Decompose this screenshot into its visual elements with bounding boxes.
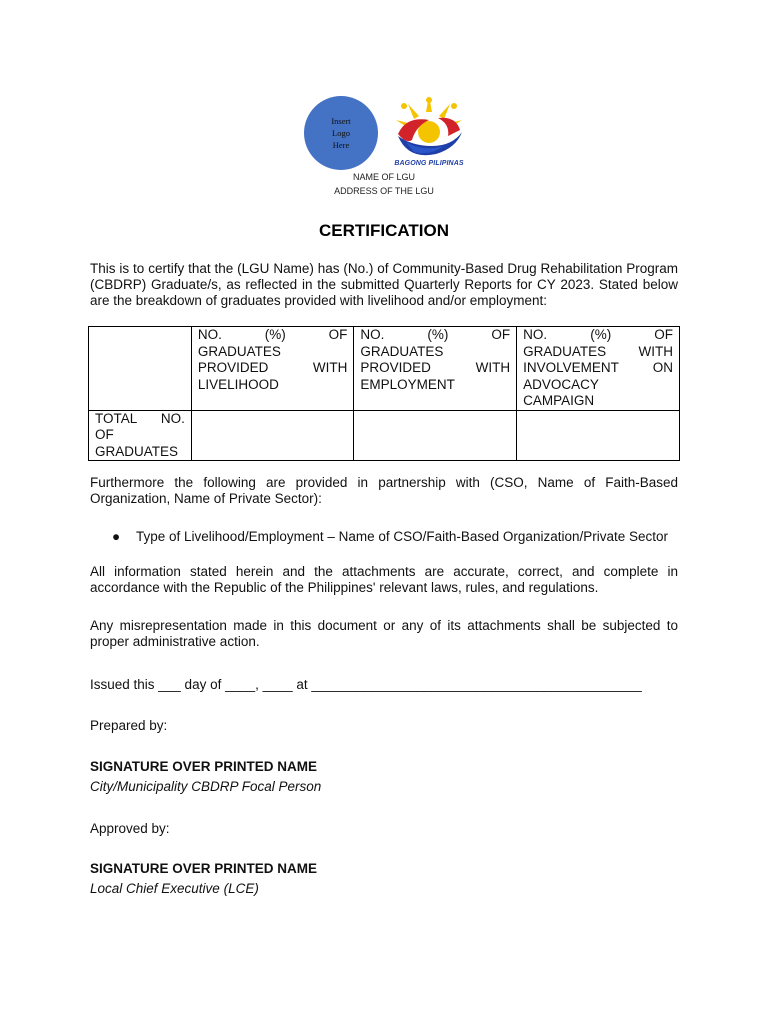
lgu-name: NAME OF LGU: [352, 172, 415, 182]
table-header-cell: [354, 327, 517, 411]
lgu-address: ADDRESS OF THE LGU: [334, 186, 434, 196]
document-title: CERTIFICATION: [318, 221, 449, 240]
prepared-by-label: Prepared by:: [90, 718, 168, 733]
approved-role: Local Chief Executive (LCE): [90, 881, 259, 896]
header-logos: [304, 94, 474, 170]
bullet-item-text: Type of Livelihood/Employment – Name of CSO/Faith-Based Organization/Private Sector: [136, 529, 669, 544]
approved-by-label: Approved by:: [90, 821, 170, 836]
list-item: [112, 529, 680, 545]
value-cell-advocacy: [517, 410, 680, 461]
bagong-pilipinas-seal-icon: [386, 94, 472, 160]
header-advocacy: NO. (%) OF GRADUATES WITH INVOLVEMENT ON ADVOCACY CAMPAIGN: [523, 327, 673, 408]
partnership-paragraph: Furthermore the following are provided in partnership with (CSO, Name of Faith-Based Organization, Name of Private Sector):: [90, 475, 678, 506]
misrepresentation-paragraph: Any misrepresentation made in this document or any of its attachments shall be subjected to proper administrative action.: [90, 618, 678, 649]
bagong-pilipinas-seal: [386, 94, 472, 170]
seal-caption: BAGONG PILIPINAS: [394, 160, 464, 167]
table-row: [89, 410, 680, 461]
logo-placeholder-text: Insert Logo Here: [331, 116, 351, 150]
value-cell-livelihood: [191, 410, 354, 461]
header-employment: NO. (%) OF GRADUATES PROVIDED WITH EMPLOYMENT: [360, 327, 511, 392]
table-header-row: [89, 327, 680, 411]
header-livelihood: NO. (%) OF GRADUATES PROVIDED WITH LIVELIHOOD: [197, 327, 348, 392]
accuracy-paragraph: All information stated herein and the attachments are accurate, correct, and complete in accordance with the Republic of the Philippines' relevant laws, rules, and regulations.: [90, 564, 678, 595]
issued-line: Issued this ___ day of ____, ____ at ____________________________________________: [90, 677, 642, 692]
graduates-breakdown-table: [88, 326, 680, 461]
intro-paragraph: This is to certify that the (LGU Name) has (No.) of Community-Based Drug Rehabilitation Program (CBDRP) Graduate/s, as reflected in the submitted Quarterly Reports for CY 2023. Stated below are the breakdown of graduates provided with livelihood and/or employment:: [90, 261, 678, 308]
bullet-icon: ●: [112, 529, 121, 544]
table-header-cell: [89, 327, 192, 411]
table-header-cell: [191, 327, 354, 411]
table-header-cell: [517, 327, 680, 411]
row-label-total-graduates: TOTAL NO. OF GRADUATES: [95, 410, 185, 459]
approved-signature: SIGNATURE OVER PRINTED NAME: [90, 861, 318, 876]
lgu-logo-placeholder: [304, 96, 378, 170]
prepared-signature: SIGNATURE OVER PRINTED NAME: [90, 759, 318, 774]
prepared-role: City/Municipality CBDRP Focal Person: [90, 779, 322, 794]
row-label-cell: [89, 410, 192, 461]
value-cell-employment: [354, 410, 517, 461]
